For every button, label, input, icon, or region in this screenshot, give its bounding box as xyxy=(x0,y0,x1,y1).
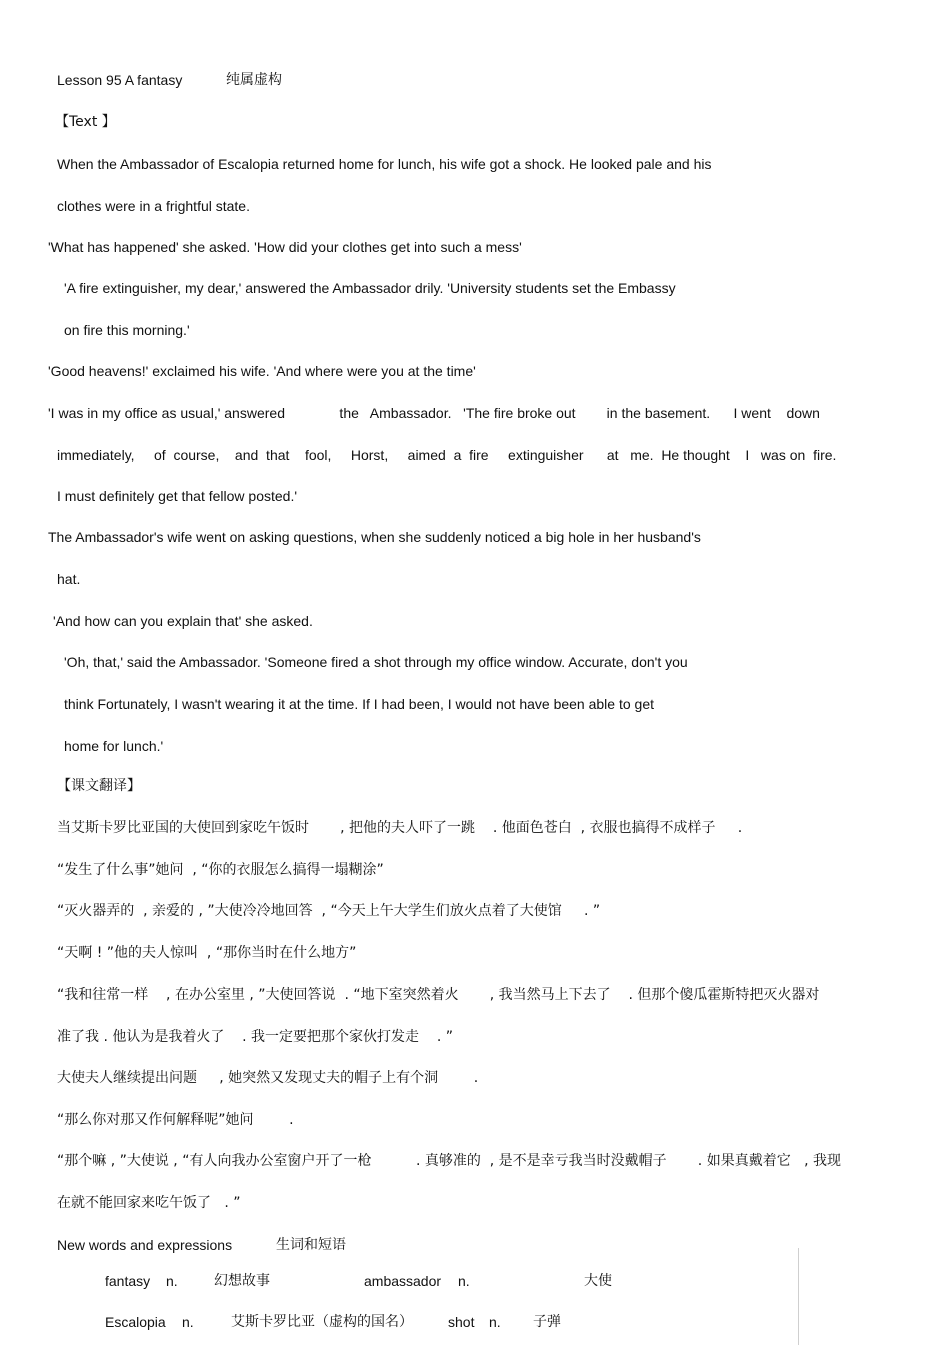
text-line: 'Oh, that,' said the Ambassador. 'Someone fired a shot through my office window. Accurate, don't you xyxy=(64,654,688,670)
translation-line: “我和往常一样 , 在办公室里 , ”大使回答说 . “地下室突然着火 , 我当然马上下去了 . 但那个傻瓜霍斯特把灭火器对 xyxy=(57,987,820,1003)
translation-line: “天啊 ! ”他的夫人惊叫 , “那你当时在什么地方” xyxy=(57,945,357,961)
vocab-word: Escalopia xyxy=(105,1314,166,1330)
translation-line: “那个嘛 , ”大使说 , “有人向我办公室窗户开了一枪 . 真够准的 , 是不是幸亏我当时没戴帽子 . 如果真戴着它 , 我现 xyxy=(57,1153,841,1169)
text-line: I must definitely get that fellow posted.' xyxy=(57,488,298,504)
lesson-title-cn: 纯属虚构 xyxy=(226,72,282,88)
lesson-title: Lesson 95 A fantasy xyxy=(57,72,183,88)
translation-line: 在就不能回家来吃午饭了 . ” xyxy=(57,1195,241,1211)
vocab-pos: n. xyxy=(182,1314,194,1330)
text-line: think Fortunately, I wasn't wearing it at the time. If I had been, I would not have been able to get xyxy=(64,696,654,712)
vocab-meaning: 子弹 xyxy=(533,1314,561,1330)
page-divider xyxy=(798,1248,799,1345)
vocab-pos: n. xyxy=(166,1273,178,1289)
vocab-pos: n. xyxy=(458,1273,470,1289)
vocab-pos: n. xyxy=(489,1314,501,1330)
text-line: clothes were in a frightful state. xyxy=(57,198,250,214)
vocab-meaning: 大使 xyxy=(584,1273,612,1289)
translation-line: “发生了什么事”她问 , “你的衣服怎么搞得一塌糊涂” xyxy=(57,862,384,878)
text-line: The Ambassador's wife went on asking questions, when she suddenly noticed a big hole in her husband's xyxy=(48,529,701,545)
text-line: 'What has happened' she asked. 'How did your clothes get into such a mess' xyxy=(48,239,522,255)
translation-line: 当艾斯卡罗比亚国的大使回到家吃午饭时 , 把他的夫人吓了一跳 . 他面色苍白 , 衣服也搞得不成样子 . xyxy=(57,820,743,836)
text-line: home for lunch.' xyxy=(64,738,164,754)
vocab-heading-cn: 生词和短语 xyxy=(276,1237,346,1253)
text-line: immediately, of course, and that fool, Horst, aimed a fire extinguisher at me. He thought I was on fire. xyxy=(57,447,837,463)
text-line: 'A fire extinguisher, my dear,' answered the Ambassador drily. 'University students set the Embassy xyxy=(64,280,676,296)
vocab-meaning: 艾斯卡罗比亚（虚构的国名） xyxy=(231,1314,413,1330)
vocab-heading: New words and expressions xyxy=(57,1237,233,1253)
text-line: on fire this morning.' xyxy=(64,322,190,338)
translation-line: 大使夫人继续提出问题 , 她突然又发现丈夫的帽子上有个洞 . xyxy=(57,1070,479,1086)
vocab-meaning: 幻想故事 xyxy=(214,1273,270,1289)
translation-heading: 【课文翻译】 xyxy=(57,778,141,794)
text-line: hat. xyxy=(57,571,81,587)
vocab-word: ambassador xyxy=(364,1273,442,1289)
translation-line: “那么你对那又作何解释呢”她问 . xyxy=(57,1112,294,1128)
text-line: When the Ambassador of Escalopia returned home for lunch, his wife got a shock. He looked pale and his xyxy=(57,156,712,172)
translation-line: 准了我 . 他认为是我着火了 . 我一定要把那个家伙打发走 . ” xyxy=(57,1029,454,1045)
text-heading: 【Text 】 xyxy=(55,114,116,130)
vocab-word: shot xyxy=(448,1314,475,1330)
vocab-word: fantasy xyxy=(105,1273,151,1289)
text-line: 'Good heavens!' exclaimed his wife. 'And where were you at the time' xyxy=(48,363,476,379)
text-line: 'I was in my office as usual,' answered the Ambassador. 'The fire broke out in the basement. I went down xyxy=(48,405,820,421)
translation-line: “灭火器弄的 , 亲爱的 , ”大使冷冷地回答 , “今天上午大学生们放火点着了大使馆 . ” xyxy=(57,903,601,919)
text-line: 'And how can you explain that' she asked. xyxy=(53,613,313,629)
